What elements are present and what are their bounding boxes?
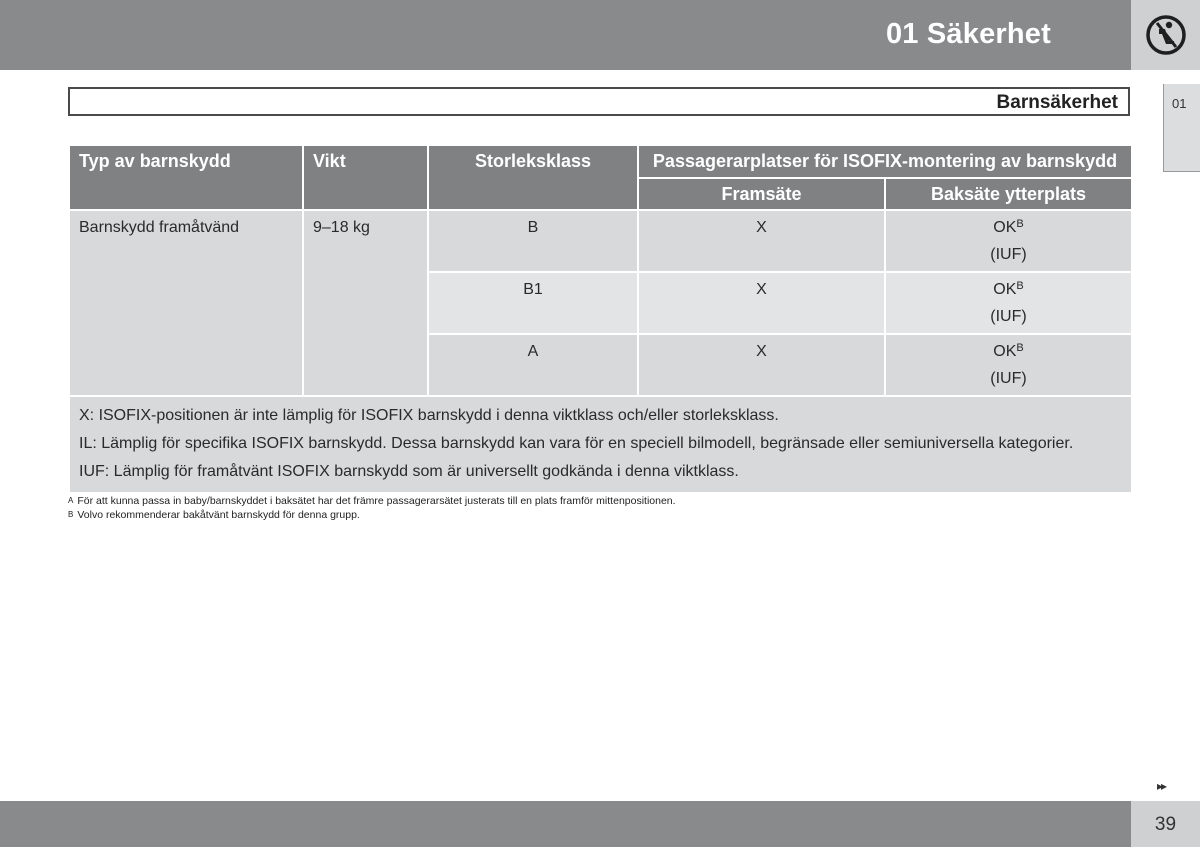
rear-cell [885,334,1132,396]
seatbelt-warning-icon [1145,14,1187,56]
footnote-a [68,494,676,508]
rear-footnote-mark: B [1016,280,1024,292]
section-header-box [68,87,1130,116]
rear-value: OK [993,219,1017,236]
footnote-mark: A [68,496,74,505]
size-class-cell: B [428,210,638,272]
size-class-cell: A [428,334,638,396]
page-number-box [1131,801,1200,847]
rear-footnote-mark: B [1016,342,1024,354]
rear-cell [885,272,1132,334]
front-cell: X [638,272,885,334]
section-title: Barnsäkerhet [996,92,1118,113]
header-size-class: Storleksklass [428,145,638,210]
rear-footnote-mark: B [1016,218,1024,230]
footnotes [68,494,676,522]
front-cell: X [638,210,885,272]
rear-sub: (IUF) [990,246,1027,263]
chapter-side-tab[interactable] [1163,84,1200,172]
header-rear-outer: Baksäte ytterplats [885,178,1132,210]
note-x: X: ISOFIX-positionen är inte lämplig för ISOFIX barnskydd i denna viktklass och/eller storleksklass. [79,407,779,424]
footnote-mark: B [68,510,74,519]
rear-value: OK [993,281,1017,298]
page-number: 39 [1154,814,1177,835]
rear-cell [885,210,1132,272]
footnote-text: För att kunna passa in baby/barnskyddet i baksätet har det främre passagerarsätet justerats till en plats framför mittenpositionen. [77,495,676,507]
side-tab-label: 01 [1172,96,1187,111]
notes-cell [69,396,1132,493]
header-band [0,0,1131,70]
type-cell: Barnskydd framåtvänd [69,210,303,396]
chapter-icon-box [1131,0,1200,70]
chapter-title: 01 Säkerhet [885,18,1051,50]
note-iuf: IUF: Lämplig för framåtvänt ISOFIX barnskydd som är universellt godkända i denna viktklass. [79,463,739,480]
rear-sub: (IUF) [990,308,1027,325]
footer-band [0,801,1131,847]
rear-value: OK [993,343,1017,360]
footnote-b [68,508,676,522]
header-front-seat: Framsäte [638,178,885,210]
header-weight: Vikt [303,145,428,210]
table-row [69,210,1132,272]
note-il: IL: Lämplig för specifika ISOFIX barnskydd. Dessa barnskydd kan vara för en speciell bilmodell, begränsade eller semiuniversella kategorier. [79,435,1074,452]
header-type: Typ av barnskydd [69,145,303,210]
size-class-cell: B1 [428,272,638,334]
footnote-text: Volvo rekommenderar bakåtvänt barnskydd för denna grupp. [77,509,360,521]
front-cell: X [638,334,885,396]
notes-row [69,396,1132,493]
header-positions: Passagerarplatser för ISOFIX-montering av barnskydd [638,145,1132,178]
next-page-arrows-icon[interactable]: ▸▸ [1157,779,1166,793]
weight-cell: 9–18 kg [303,210,428,396]
isofix-table [68,144,1133,494]
rear-sub: (IUF) [990,370,1027,387]
